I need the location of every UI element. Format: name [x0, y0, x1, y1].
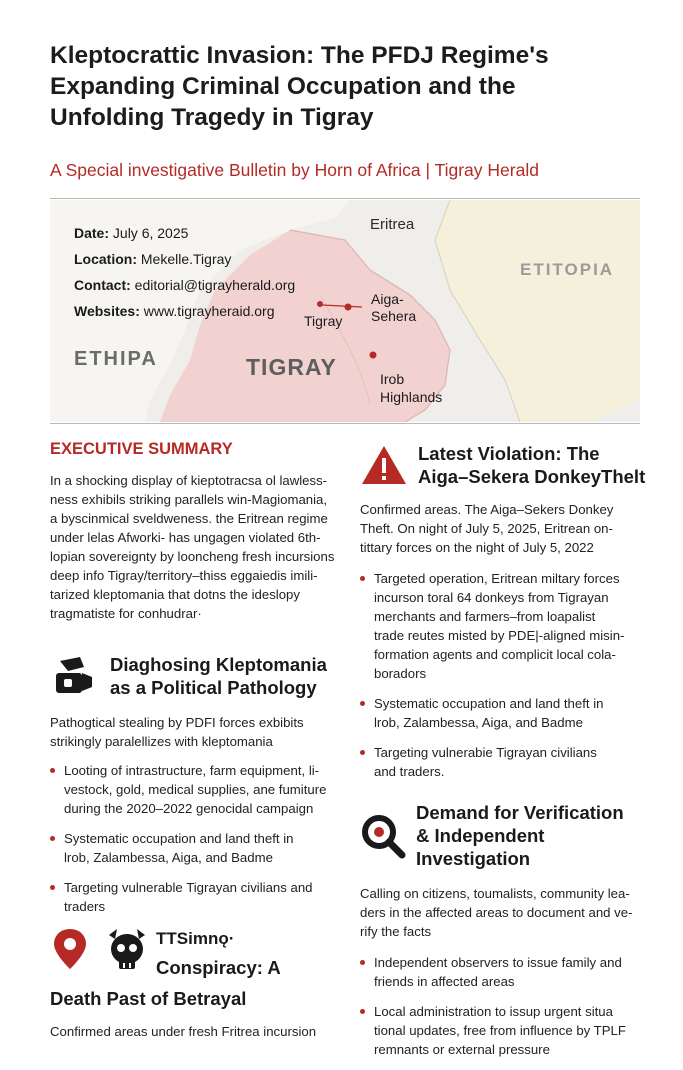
region-map	[50, 200, 640, 422]
latest-violation-intro: Confirmed areas. The Aiga–Sekers Donkey Theft. On night of July 5, 2025, Eritrean on- tittary forces on the night of July 5, 2022	[360, 502, 614, 555]
diagnosing-title: Diaghosing Kleptomania as a Political Pathology	[110, 654, 327, 698]
map-label-irob: Irob Highlands	[380, 371, 443, 405]
info-date: Date: July 6, 2025	[74, 225, 189, 241]
warning-triangle-icon	[360, 443, 408, 487]
executive-summary-heading: EXECUTIVE SUMMARY	[50, 440, 233, 458]
map-label-etitopia: ETITOPIA	[520, 260, 615, 279]
header-divider	[50, 198, 640, 199]
latest-violation-title: Latest Violation: The Aiga–Sekera DonkeyThelt	[418, 443, 646, 487]
conspiracy-text: Confirmed areas under fresh Fritrea incursion	[50, 1024, 317, 1039]
diagnosing-header	[50, 653, 340, 699]
conspiracy-title-line3: Death Past of Betrayal	[50, 988, 247, 1009]
stealing-hand-icon	[50, 653, 100, 699]
map-label-aiga-sehera: Aiga- Sehera	[371, 291, 417, 324]
right-column	[360, 440, 660, 1070]
list-item: Targeting vulnerable Tigrayan civilians and traders	[50, 878, 340, 916]
title-line: Kleptocrattic Invasion: The PFDJ Regime's	[50, 42, 549, 69]
demand-list	[360, 953, 660, 1059]
latest-violation-header	[360, 442, 660, 488]
conspiracy-title: TTSimnǫ· Conspiracy: A	[156, 929, 281, 978]
map-label-eritrea: Eritrea	[370, 216, 415, 233]
conspiracy-header	[50, 927, 340, 979]
list-item: Targeting vulnerabie Tigrayan civilians and traders.	[360, 743, 660, 781]
demand-intro: Calling on citizens, toumalists, community lea- ders in the affected areas to document and ve- rify the facts	[360, 886, 633, 939]
executive-summary-text: In a shocking display of kieptotracsa ol lawless- ness exhibils striking parallels win-Magiomania, a byscinmical sveldweness. the Eritrean regime under lelas Afworki- has ungagen violated 6th- lopian sovereignty by looncheng fresh incursions deep info Tigray/territory–thiss eggaiedis imili- tarized kleptomania that dotns the ideslopy tragmatiste for conhudrar·	[50, 473, 335, 621]
list-item: Local administration to issup urgent situa tional updates, free from influence by TPLF remnants or external pressure	[360, 1002, 660, 1059]
info-location: Location: Mekelle.Tigray	[74, 251, 232, 267]
map-divider	[50, 423, 640, 424]
list-item: Systematic occupation and land theft in lrob, Zalambessa, Aiga, and Badme	[360, 694, 660, 732]
magnifier-icon	[360, 813, 406, 859]
demand-title: Demand for Verification & Independent Investigation	[416, 802, 624, 869]
list-item: Systematic occupation and land theft in lrob, Zalambessa, Aiga, and Badme	[50, 829, 340, 867]
map-label-ethipa: ETHIPA	[74, 348, 158, 370]
page-title	[50, 40, 660, 133]
demand-header	[360, 801, 660, 870]
list-item: Looting of intrastructure, farm equipment, li- vestock, gold, medical supplies, ane fumiture during the 2020–2022 genocidal campaign	[50, 761, 340, 818]
list-item: Targeted operation, Eritrean miltary forces incurson toral 64 donkeys from Tigrayan merchants and farmers–from loapalist trade reutes misted by PDE|-aligned misin- formation agents and complicit local cola- boradors	[360, 569, 660, 683]
map-label-tigray-city: Tigray	[304, 313, 343, 329]
skull-icon	[104, 927, 150, 973]
bulletin-info	[74, 220, 295, 324]
info-contact: Contact: editorial@tigrayherald.org	[74, 277, 296, 293]
latest-violation-list	[360, 569, 660, 781]
diagnosing-intro: Pathogtical stealing by PDFI forces exbibits strikingly paralellizes with kleptomania	[50, 715, 304, 749]
list-item: Independent observers to issue family and friends in affected areas	[360, 953, 660, 991]
diagnosing-list	[50, 761, 340, 916]
left-column	[50, 440, 340, 1041]
map-label-tigray-region: TIGRAY	[246, 354, 337, 380]
website-link[interactable]: www.tigrayheraid.org	[139, 303, 275, 319]
location-pin-icon	[50, 927, 90, 971]
title-line: Expanding Criminal Occupation and the	[50, 73, 516, 100]
title-line: Unfolding Tragedy in Tigray	[50, 104, 374, 131]
contact-email-link[interactable]: editorial@tigrayherald.org	[130, 277, 296, 293]
page-subtitle: A Special investigative Bulletin by Horn of Africa | Tigray Herald	[50, 160, 539, 180]
info-websites: Websites: www.tigrayheraid.org	[74, 303, 275, 319]
